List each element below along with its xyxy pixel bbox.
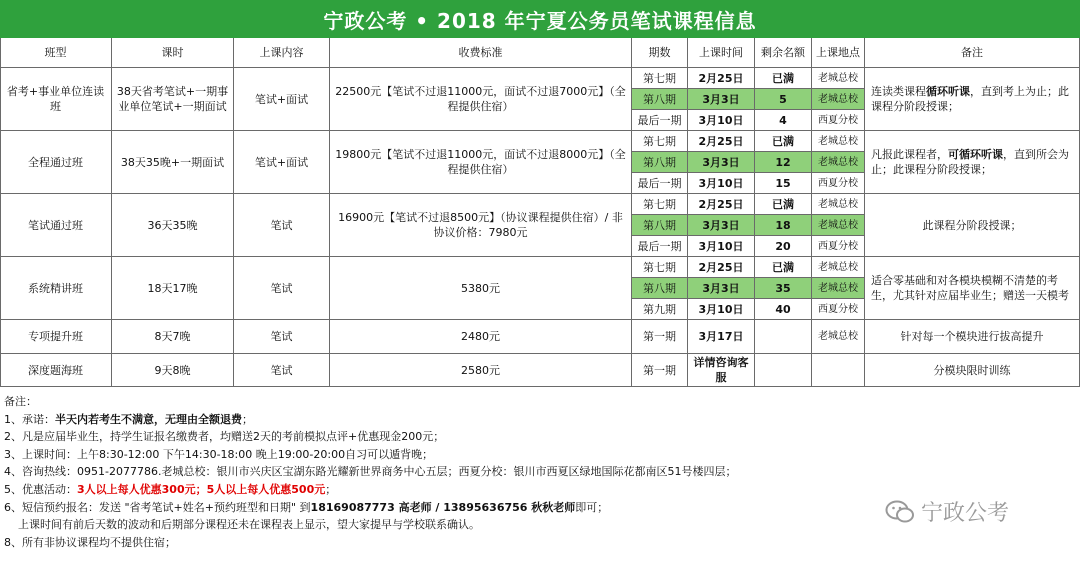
header-cell: 期数 — [632, 38, 688, 68]
content-cell: 笔试 — [234, 257, 330, 320]
spots-cell: 4 — [755, 110, 812, 131]
date-cell: 3月3日 — [688, 152, 755, 173]
fee-cell: 19800元【笔试不过退11000元，面试不过退8000元】（全程提供住宿） — [330, 131, 632, 194]
period-cell: 第七期 — [632, 257, 688, 278]
notes-section — [0, 387, 1080, 561]
note-1-suffix: ； — [242, 412, 253, 426]
date-cell: 3月10日 — [688, 110, 755, 131]
note-6-phones: 18169087773 高老师 / 13895636756 秋秋老师 — [310, 500, 576, 514]
remark-highlight: 可循环听课 — [948, 148, 1003, 161]
location-cell: 老城总校 — [812, 257, 865, 278]
header-cell: 班型 — [0, 38, 112, 68]
content-cell: 笔试 — [234, 320, 330, 354]
class-type-cell: 专项提升班 — [0, 320, 112, 354]
note-5-discount: 3人以上每人优惠300元；5人以上每人优惠500元 — [77, 482, 326, 496]
location-cell: 老城总校 — [812, 89, 865, 110]
period-cell: 第八期 — [632, 215, 688, 236]
spots-cell: 12 — [755, 152, 812, 173]
spots-cell: 15 — [755, 173, 812, 194]
remark-cell — [865, 131, 1080, 194]
location-cell: 老城总校 — [812, 215, 865, 236]
date-cell: 3月3日 — [688, 278, 755, 299]
header-cell: 剩余名额 — [755, 38, 812, 68]
date-cell: 2月25日 — [688, 68, 755, 89]
location-cell: 老城总校 — [812, 320, 865, 354]
note-5-suffix: ； — [325, 482, 337, 496]
fee-cell: 2480元 — [330, 320, 632, 354]
date-cell: 详情咨询客服 — [688, 354, 755, 387]
course-table — [0, 38, 1080, 387]
date-cell: 2月25日 — [688, 194, 755, 215]
spots-cell: 35 — [755, 278, 812, 299]
fee-cell: 22500元【笔试不过退11000元，面试不过退7000元】（全程提供住宿） — [330, 68, 632, 131]
date-cell: 3月10日 — [688, 236, 755, 257]
note-6-prefix: 6、短信预约报名：发送 "省考笔试+姓名+预约班型和日期" 到 — [4, 500, 311, 514]
remark-cell: 适合零基础和对各模块模糊不清楚的考生，尤其针对应届毕业生；赠送一天模考 — [865, 257, 1080, 320]
note-3: 3、上课时间：上午8:30-12:00 下午14:30-18:00 晚上19:00-20:00自习可以遁背晚； — [4, 447, 434, 461]
fee-cell: 5380元 — [330, 257, 632, 320]
period-cell: 最后一期 — [632, 236, 688, 257]
fee-cell: 2580元 — [330, 354, 632, 387]
location-cell: 西夏分校 — [812, 236, 865, 257]
class-type-cell: 全程通过班 — [0, 131, 112, 194]
class-type-cell: 深度题海班 — [0, 354, 112, 387]
location-cell: 西夏分校 — [812, 299, 865, 320]
location-cell: 老城总校 — [812, 131, 865, 152]
date-cell: 2月25日 — [688, 131, 755, 152]
location-cell: 老城总校 — [812, 68, 865, 89]
note-4: 4、咨询热线：0951-2077786.老城总校：银川市兴庆区宝湖东路光耀新世界商务中心五层；西夏分校：银川市西夏区绿地国际花都南区51号楼四层； — [4, 465, 737, 479]
hours-cell: 8天7晚 — [112, 320, 234, 354]
spots-cell: 已满 — [755, 131, 812, 152]
wechat-icon — [885, 499, 915, 525]
note-8: 8、所有非协议课程均不提供住宿； — [4, 535, 176, 549]
period-cell: 第八期 — [632, 278, 688, 299]
period-cell: 最后一期 — [632, 173, 688, 194]
class-type-cell: 省考+事业单位连读班 — [0, 68, 112, 131]
header-cell: 备注 — [865, 38, 1080, 68]
note-2: 2、凡是应届毕业生，持学生证报名缴费者，均赠送2天的考前模拟点评+优惠现金200元； — [4, 430, 445, 444]
header-cell: 上课内容 — [234, 38, 330, 68]
spots-cell: 已满 — [755, 257, 812, 278]
date-cell: 3月17日 — [688, 320, 755, 354]
note-1 — [4, 411, 1080, 429]
spots-cell: 已满 — [755, 194, 812, 215]
spots-cell: 5 — [755, 89, 812, 110]
remark-fragment: 凡报此课程者， — [871, 148, 948, 161]
header-cell: 课时 — [112, 38, 234, 68]
spots-cell: 18 — [755, 215, 812, 236]
period-cell: 第八期 — [632, 89, 688, 110]
date-cell: 3月3日 — [688, 89, 755, 110]
remark-cell: 分模块限时训练 — [865, 354, 1080, 387]
hours-cell: 38天省考笔试+一期事业单位笔试+一期面试 — [112, 68, 234, 131]
note-1-promise: 半天内若考生不满意，无理由全额退费 — [55, 412, 242, 426]
period-cell: 最后一期 — [632, 110, 688, 131]
date-cell: 3月10日 — [688, 299, 755, 320]
content-cell: 笔试 — [234, 194, 330, 257]
period-cell: 第七期 — [632, 131, 688, 152]
note-1-prefix: 1、承诺： — [4, 412, 55, 426]
period-cell: 第八期 — [632, 152, 688, 173]
period-cell: 第九期 — [632, 299, 688, 320]
header-cell: 上课时间 — [688, 38, 755, 68]
spots-cell — [755, 320, 812, 354]
content-cell: 笔试 — [234, 354, 330, 387]
location-cell: 老城总校 — [812, 278, 865, 299]
header-cell: 上课地点 — [812, 38, 865, 68]
spots-cell — [755, 354, 812, 387]
note-6-suffix: 即可； — [575, 500, 609, 514]
remark-cell: 此课程分阶段授课； — [865, 194, 1080, 257]
hours-cell: 9天8晚 — [112, 354, 234, 387]
remark-highlight: 循环听课 — [926, 85, 970, 98]
note-5-prefix: 5、优惠活动： — [4, 482, 77, 496]
page-title: 宁政公考 • 2018 年宁夏公务员笔试课程信息 — [0, 0, 1080, 39]
hours-cell: 36天35晚 — [112, 194, 234, 257]
period-cell: 第一期 — [632, 320, 688, 354]
content-cell: 笔试+面试 — [234, 131, 330, 194]
date-cell: 2月25日 — [688, 257, 755, 278]
content-cell: 笔试+面试 — [234, 68, 330, 131]
remark-fragment: 连读类课程 — [871, 85, 926, 98]
class-type-cell: 系统精讲班 — [0, 257, 112, 320]
class-type-cell: 笔试通过班 — [0, 194, 112, 257]
spots-cell: 40 — [755, 299, 812, 320]
period-cell: 第一期 — [632, 354, 688, 387]
date-cell: 3月3日 — [688, 215, 755, 236]
location-cell: 老城总校 — [812, 152, 865, 173]
remark-cell: 针对每一个模块进行拔高提升 — [865, 320, 1080, 354]
notes-label: 备注： — [4, 395, 37, 408]
date-cell: 3月10日 — [688, 173, 755, 194]
remark-fragment: ，直到考上为止；此课程分阶段授课； — [871, 85, 1069, 113]
location-cell: 西夏分校 — [812, 173, 865, 194]
spots-cell: 20 — [755, 236, 812, 257]
hours-cell: 38天35晚+一期面试 — [112, 131, 234, 194]
watermark — [885, 496, 1009, 527]
remark-cell — [865, 68, 1080, 131]
spots-cell: 已满 — [755, 68, 812, 89]
note-7: 上课时间有前后天数的波动和后期部分课程还未在课程表上显示，望大家提早与学校联系确认。 — [4, 518, 480, 532]
watermark-text: 宁政公考 — [921, 501, 1010, 526]
remark-fragment: ，直到所会为止；此课程分阶段授课； — [871, 148, 1069, 176]
period-cell: 第七期 — [632, 194, 688, 215]
remark-text — [871, 84, 1076, 114]
location-cell: 老城总校 — [812, 194, 865, 215]
location-cell: 西夏分校 — [812, 110, 865, 131]
location-cell — [812, 354, 865, 387]
fee-cell: 16900元【笔试不过退8500元】（协议课程提供住宿）/ 非协议价格：7980元 — [330, 194, 632, 257]
hours-cell: 18天17晚 — [112, 257, 234, 320]
header-cell: 收费标准 — [330, 38, 632, 68]
period-cell: 第七期 — [632, 68, 688, 89]
remark-text — [871, 147, 1076, 177]
